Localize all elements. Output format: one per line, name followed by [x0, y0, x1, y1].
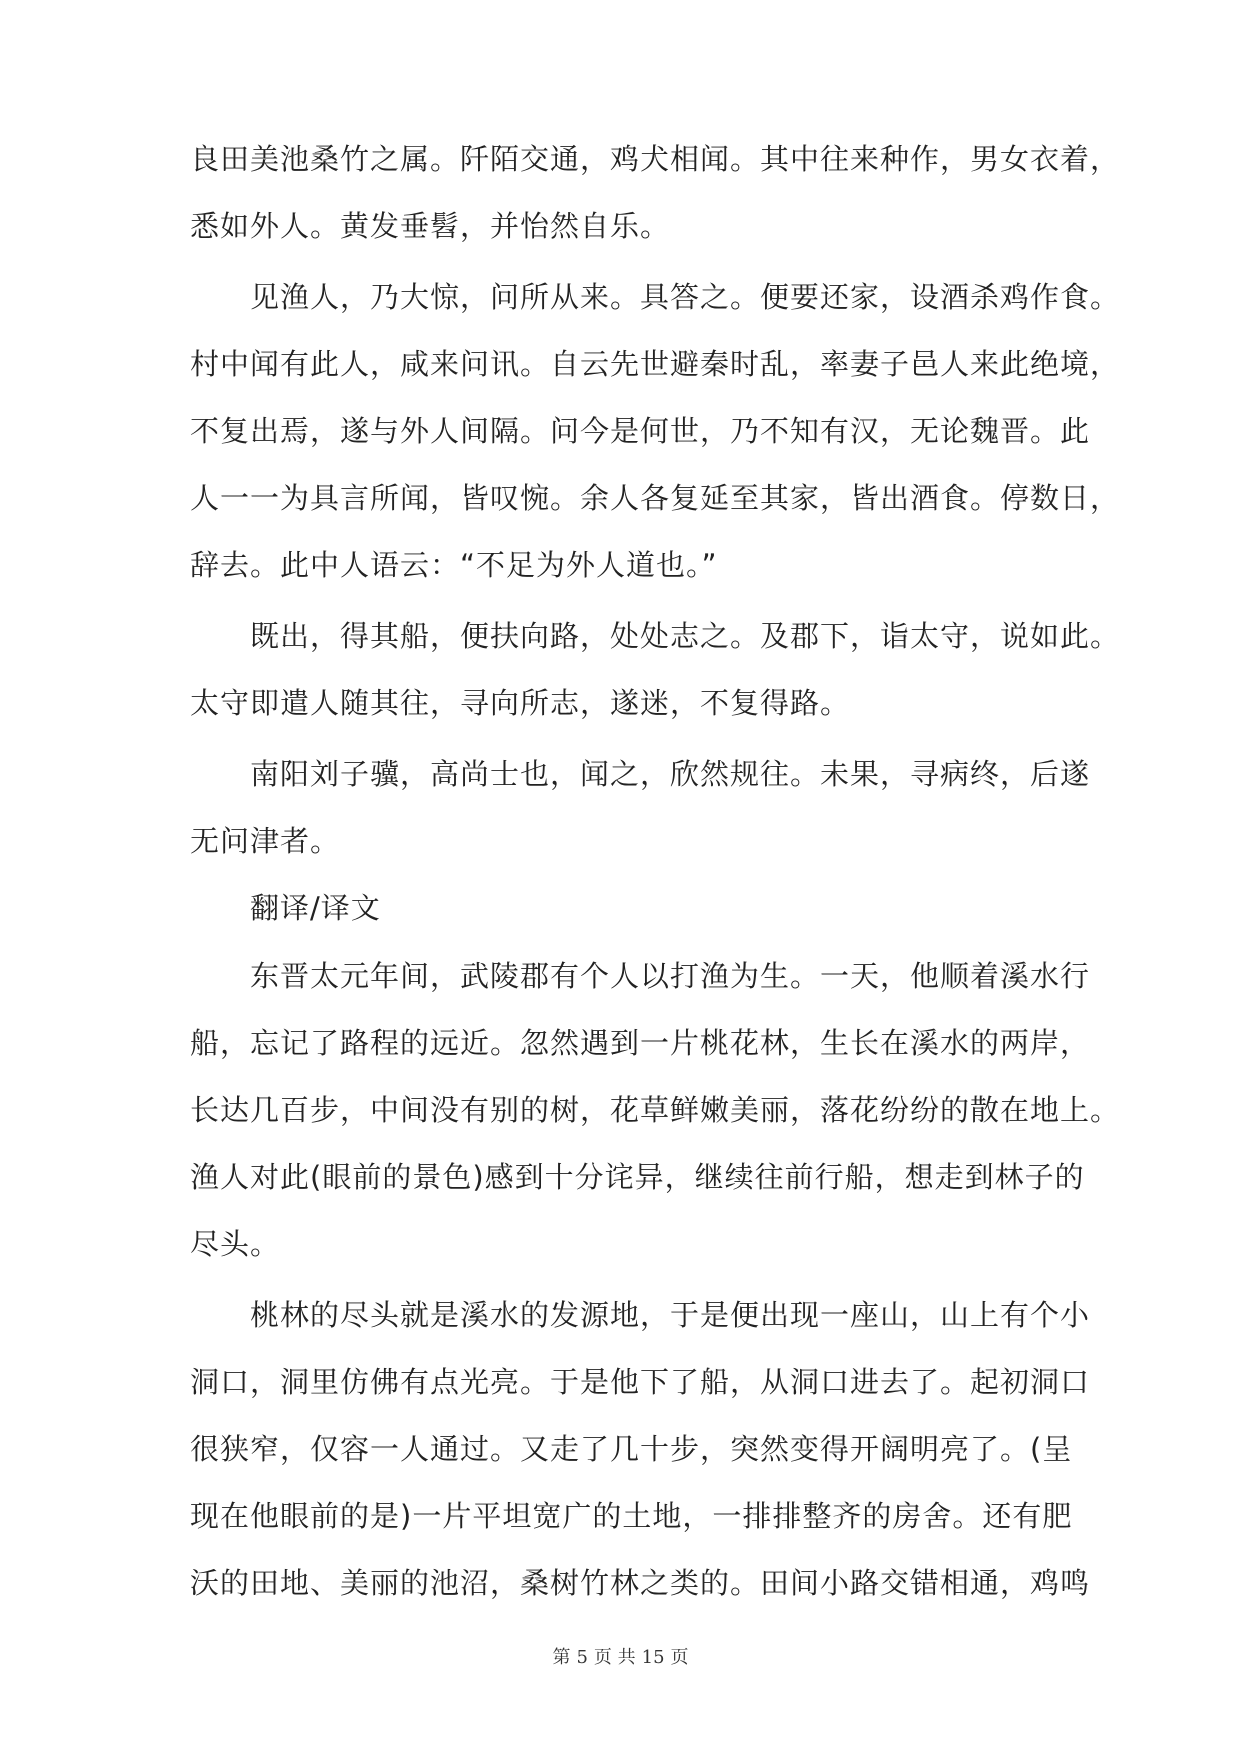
footer-prefix: 第: [552, 1647, 571, 1668]
text-line: 见渔人，乃大惊，问所从来。具答之。便要还家，设酒杀鸡作食。: [190, 280, 1121, 314]
text-line: 辞去。此中人语云：“不足为外人道也。”: [190, 548, 718, 582]
page-footer: [0, 1643, 1241, 1669]
footer-total-pages: 15: [641, 1647, 665, 1668]
text-line: 南阳刘子骥，高尚士也，闻之，欣然规往。未果，寻病终，后遂: [190, 757, 1091, 791]
text-line: 沃的田地、美丽的池沼，桑树竹林之类的。田间小路交错相通，鸡鸣: [190, 1566, 1091, 1600]
text-line: 桃林的尽头就是溪水的发源地，于是便出现一座山，山上有个小: [190, 1298, 1091, 1332]
footer-page-number: 5: [576, 1647, 588, 1668]
text-line: 船，忘记了路程的远近。忽然遇到一片桃花林，生长在溪水的两岸，: [190, 1026, 1091, 1060]
text-line: 村中闻有此人，咸来问讯。自云先世避秦时乱，率妻子邑人来此绝境，: [190, 347, 1121, 381]
text-line: 很狭窄，仅容一人通过。又走了几十步，突然变得开阔明亮了。(呈: [190, 1432, 1073, 1466]
text-line: 洞口，洞里仿佛有点光亮。于是他下了船，从洞口进去了。起初洞口: [190, 1365, 1091, 1399]
text-line: 人一一为具言所闻，皆叹惋。余人各复延至其家，皆出酒食。停数日，: [190, 481, 1121, 515]
text-line: 既出，得其船，便扶向路，处处志之。及郡下，诣太守，说如此。: [190, 619, 1121, 653]
text-line: 长达几百步，中间没有别的树，花草鲜嫩美丽，落花纷纷的散在地上。: [190, 1093, 1121, 1127]
text-line: 良田美池桑竹之属。阡陌交通，鸡犬相闻。其中往来种作，男女衣着，: [190, 142, 1121, 176]
text-line: 尽头。: [190, 1227, 281, 1261]
text-line: 无问津者。: [190, 824, 341, 858]
text-line: 悉如外人。黄发垂髫，并怡然自乐。: [190, 209, 671, 243]
footer-middle: 页 共: [593, 1647, 636, 1668]
text-line: 现在他眼前的是)一片平坦宽广的土地，一排排整齐的房舍。还有肥: [190, 1499, 1073, 1533]
text-line: 不复出焉，遂与外人间隔。问今是何世，乃不知有汉，无论魏晋。此: [190, 414, 1091, 448]
section-heading: 翻译/译文: [190, 891, 381, 925]
text-line: 东晋太元年间，武陵郡有个人以打渔为生。一天，他顺着溪水行: [190, 959, 1091, 993]
text-line: 渔人对此(眼前的景色)感到十分诧异，继续往前行船，想走到林子的: [190, 1160, 1085, 1194]
text-line: 太守即遣人随其往，寻向所志，遂迷，不复得路。: [190, 686, 851, 720]
footer-suffix: 页: [670, 1647, 689, 1668]
